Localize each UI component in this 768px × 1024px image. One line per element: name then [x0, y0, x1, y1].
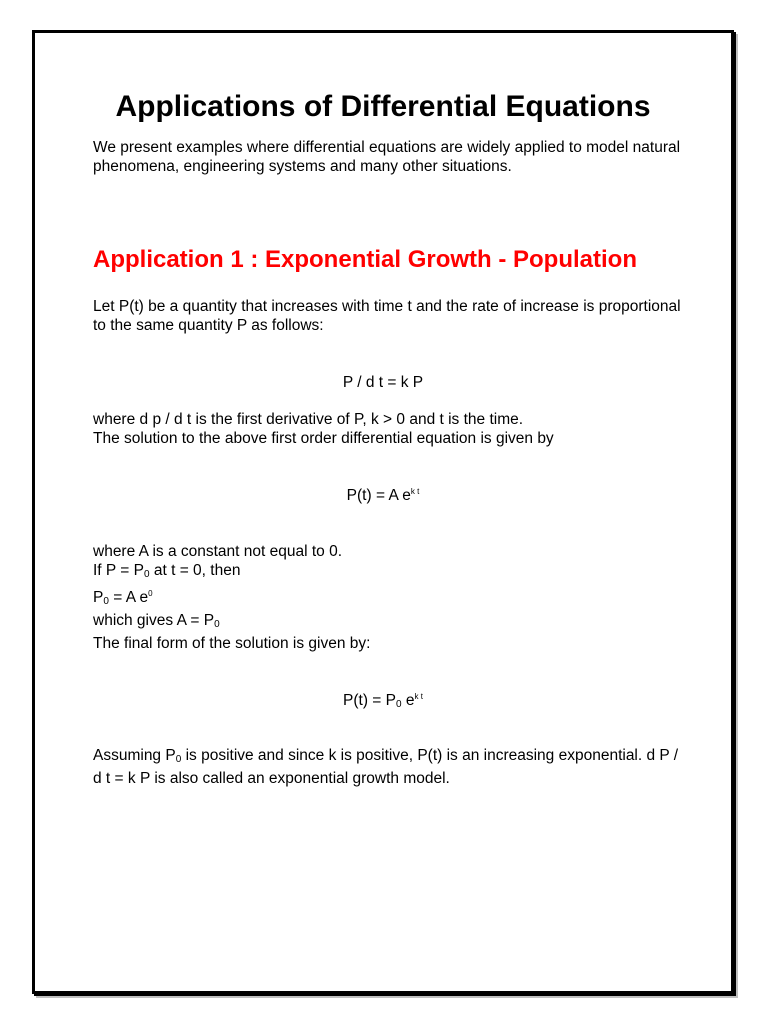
subscript: 0 — [396, 699, 402, 710]
subscript: 0 — [143, 569, 150, 580]
text-line: where A is a constant not equal to 0. — [93, 543, 343, 560]
text-fragment: P — [93, 589, 104, 606]
superscript: 0 — [148, 589, 153, 598]
intro-paragraph: We present examples where differential equations are widely applied to model natural phenomena, engineering systems and many other situations. — [93, 139, 681, 175]
equation-exponent: k t — [414, 692, 423, 701]
text-fragment: = A e — [108, 589, 149, 606]
paragraph-conclusion — [93, 746, 683, 788]
equation-differential: P / d t = k P — [342, 374, 424, 391]
equation-text: e — [401, 692, 415, 709]
text-line — [93, 584, 683, 611]
equation-text: P(t) = P — [343, 692, 397, 709]
paragraph-derivative — [93, 410, 683, 448]
paragraph-definition: Let P(t) be a quantity that increases with time t and the rate of increase is proportional to the same quantity P as follows: — [93, 298, 681, 334]
text-fragment: at t = 0, then — [149, 562, 241, 579]
text-fragment: If P = P — [93, 562, 144, 579]
equation-exponent: k t — [410, 487, 420, 496]
equation-general-solution — [93, 482, 673, 505]
text-fragment: is positive and since k is positive, P(t) is an increasing exponential. d P / d t = k P is also called an exponential growth model. — [93, 747, 679, 787]
subscript: 0 — [214, 619, 220, 630]
subscript: 0 — [103, 596, 109, 607]
document-body — [93, 88, 683, 788]
page-title: Applications of Differential Equations — [115, 90, 651, 123]
equation-text: P(t) = A e — [346, 487, 411, 504]
text-line — [93, 561, 683, 584]
text-fragment: Assuming P — [93, 747, 176, 764]
text-line: where d p / d t is the first derivative of P, k > 0 and t is the time. — [93, 411, 524, 428]
text-line: The solution to the above first order differential equation is given by — [93, 430, 554, 447]
text-fragment: which gives A = P — [93, 612, 215, 629]
text-line: The final form of the solution is given by: — [93, 635, 371, 652]
equation-final-solution — [93, 687, 673, 714]
paragraph-constant — [93, 542, 683, 653]
text-line — [93, 611, 683, 634]
section-heading: Application 1 : Exponential Growth - Population — [93, 246, 637, 273]
subscript: 0 — [175, 754, 182, 765]
